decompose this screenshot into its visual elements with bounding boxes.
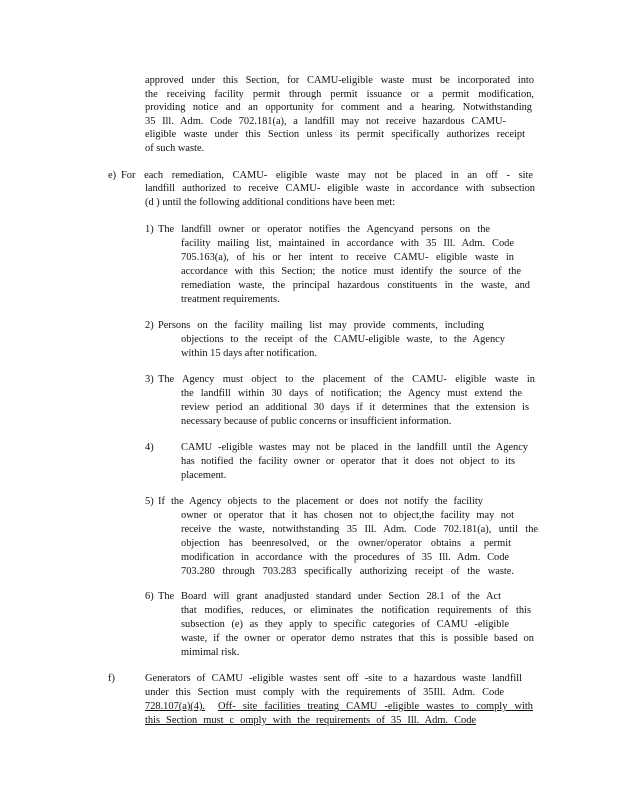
list-item-line: modification in accordance with the procedures of 35 Ill. Adm. Code [181, 552, 509, 563]
intro-line: of such waste. [145, 143, 205, 154]
subsection-e-line: For each remediation, CAMU- eligible waste may not be placed in an off - site [121, 170, 533, 181]
intro-line: the receiving facility permit through permit issuance or a permit modification, [145, 89, 534, 100]
list-item-marker: 1) [145, 224, 154, 235]
subsection-f-inserted-text: this Section must c omply with the requirements of 35 Ill. Adm. Code [145, 715, 476, 726]
list-item-line: The landfill owner or operator notifies the Agencyand persons on the [158, 224, 490, 235]
list-item-line: Persons on the facility mailing list may provide comments, including [158, 320, 484, 331]
subsection-f-citation: 728.107(a)(4). [145, 701, 206, 712]
list-item-line: necessary because of public concerns or insufficient information. [181, 416, 452, 427]
list-item-line: The Board will grant anadjusted standard under Section 28.1 of the Act [158, 591, 501, 602]
intro-line: 35 Ill. Adm. Code 702.181(a), a landfill may not receive hazardous CAMU- [145, 116, 506, 127]
list-item-line: placement. [181, 470, 227, 481]
list-item-line: objections to the receipt of the CAMU-eligible waste, to the Agency [181, 334, 505, 345]
list-item-line: receive the waste, notwithstanding 35 Ill. Adm. Code 702.181(a), until the [181, 524, 538, 535]
list-item-line: If the Agency objects to the placement or does not notify the facility [158, 496, 483, 507]
subsection-f-marker: f) [108, 673, 115, 684]
list-item-line: the landfill within 30 days of notification; the Agency must extend the [181, 388, 522, 399]
subsection-e-marker: e) [108, 170, 117, 181]
subsection-f-line: under this Section must comply with the requirements of 35Ill. Adm. Code [145, 687, 504, 698]
subsection-f-inserted-text: Off- site facilities treating CAMU -eligible wastes to comply with [218, 701, 533, 712]
list-item-marker: 3) [145, 374, 154, 385]
list-item-line: review period an additional 30 days if it determines that the extension is [181, 402, 529, 413]
list-item-line: 703.280 through 703.283 specifically authorizing receipt of the waste. [181, 566, 514, 577]
subsection-f-line: Generators of CAMU -eligible wastes sent off -site to a hazardous waste landfill [145, 673, 522, 684]
list-item-line: objection has beenresolved, or the owner/operator obtains a permit [181, 538, 511, 549]
list-item-line: subsection (e) as they apply to specific categories of CAMU -eligible [181, 619, 509, 630]
list-item-line: has notified the facility owner or operator that it does not object to its [181, 456, 515, 467]
intro-line: approved under this Section, for CAMU-eligible waste must be incorporated into [145, 75, 534, 86]
subsection-e-line: landfill authorized to receive CAMU- eligible waste in accordance with subsection [145, 183, 535, 194]
list-item-line: owner or operator that it has chosen not to object,the facility may not [181, 510, 514, 521]
intro-line: providing notice and an opportunity for comment and a hearing. Notwithstanding [145, 102, 532, 113]
list-item-line: CAMU -eligible wastes may not be placed in the landfill until the Agency [181, 442, 528, 453]
list-item-marker: 2) [145, 320, 154, 331]
list-item-line: that modifies, reduces, or eliminates the notification requirements of this [181, 605, 531, 616]
list-item-marker: 4) [145, 442, 154, 453]
intro-line: eligible waste under this Section unless its permit specifically authorizes receipt [145, 129, 525, 140]
list-item-marker: 5) [145, 496, 154, 507]
list-item-marker: 6) [145, 591, 154, 602]
list-item-line: The Agency must object to the placement of the CAMU- eligible waste in [158, 374, 535, 385]
list-item-line: mimimal risk. [181, 647, 240, 658]
list-item-line: accordance with this Section; the notice must identify the source of the [181, 266, 521, 277]
list-item-line: treatment requirements. [181, 294, 280, 305]
list-item-line: remediation waste, the principal hazardous constituents in the waste, and [181, 280, 530, 291]
list-item-line: facility mailing list, maintained in accordance with 35 Ill. Adm. Code [181, 238, 514, 249]
list-item-line: 705.163(a), of his or her intent to receive CAMU- eligible waste in [181, 252, 514, 263]
subsection-e-line: (d ) until the following additional conditions have been met: [145, 197, 396, 208]
list-item-line: within 15 days after notification. [181, 348, 317, 359]
list-item-line: waste, if the owner or operator demo nstrates that this is possible based on [181, 633, 534, 644]
